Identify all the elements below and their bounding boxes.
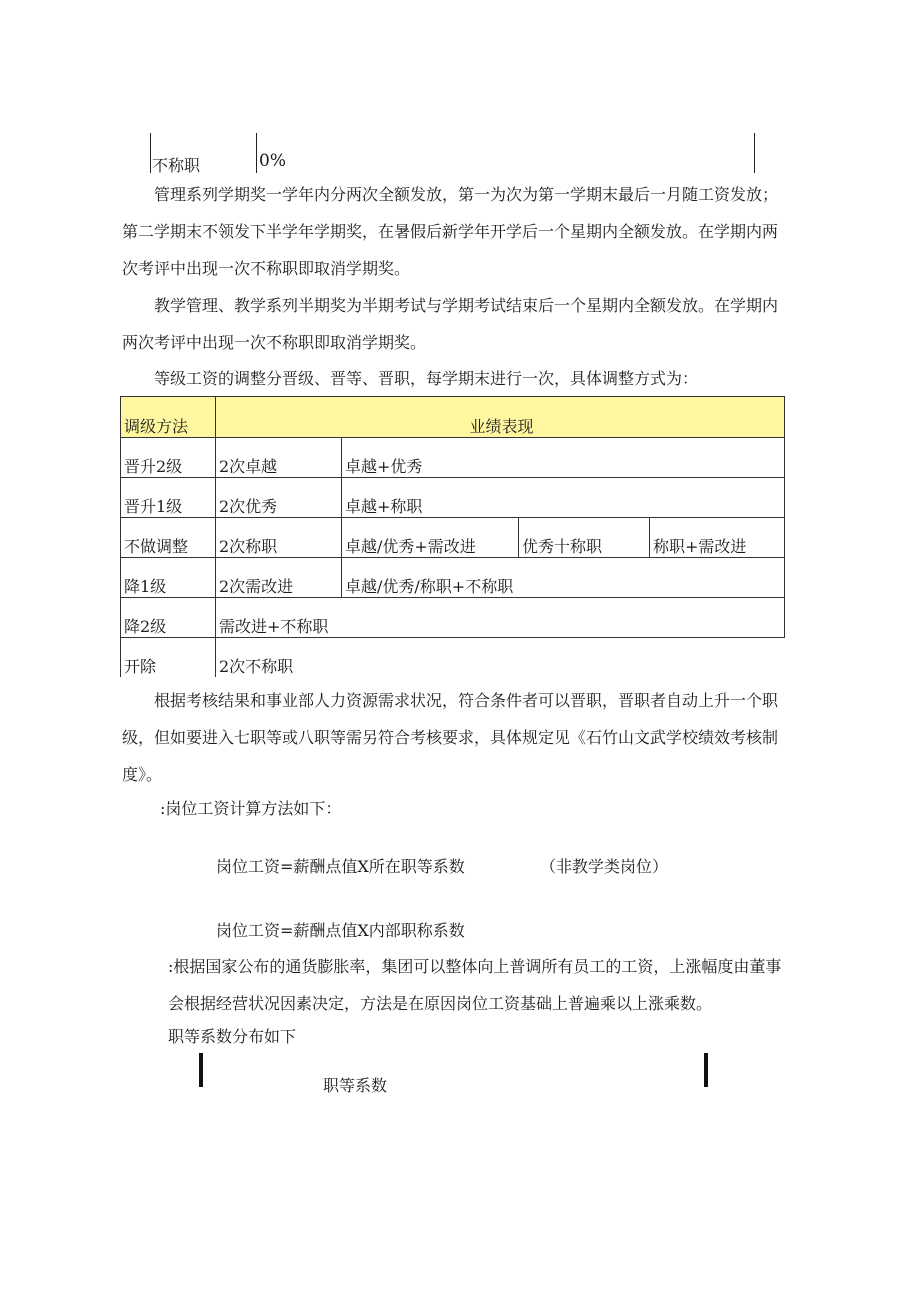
- post-salary-method-heading: :岗位工资计算方法如下：: [160, 799, 342, 818]
- header-method: 调级方法: [121, 397, 216, 438]
- row-combination: 卓越/优秀/称职+不称职: [342, 558, 785, 598]
- row-method: 不做调整: [121, 518, 216, 558]
- table-row: [121, 438, 785, 478]
- promotion-paragraph: 根据考核结果和事业部人力资源需求状况，符合条件者可以晋职，晋职者自动上升一个职级，但如要进入七职等或八职等需另符合考核要求，具体规定见《石竹山文武学校绩效考核制度》。: [122, 691, 779, 784]
- row-condition: 2次需改进: [216, 558, 342, 598]
- row-method: 降1级: [121, 558, 216, 598]
- formula-non-teaching-note: （非教学类岗位）: [540, 857, 669, 876]
- formula-non-teaching: 岗位工资=薪酬点值X所在职等系数: [216, 857, 465, 876]
- header-performance: 业绩表现: [216, 397, 785, 438]
- coef-table-header: 职等系数: [323, 1076, 388, 1095]
- row-condition: 2次优秀: [216, 478, 342, 518]
- fragment-right-border: [754, 133, 755, 173]
- fragment-divider: [256, 133, 257, 173]
- table-row: [121, 598, 785, 638]
- fragment-left-border: [150, 133, 151, 173]
- table-row: [121, 558, 785, 598]
- row-method: 降2级: [121, 598, 216, 638]
- grade-adjustment-table: [120, 396, 785, 677]
- coefficient-heading: 职等系数分布如下: [168, 1027, 297, 1046]
- row-method: 晋升1级: [121, 478, 216, 518]
- row-condition: 2次卓越: [216, 438, 342, 478]
- table-row: [121, 518, 785, 558]
- coef-table-left-border: [199, 1053, 203, 1087]
- row-combination: 卓越/优秀+需改进: [342, 518, 519, 558]
- row-method: 开除: [121, 638, 216, 678]
- half-term-bonus-paragraph: 教学管理、教学系列半期奖为半期考试与学期考试结束后一个星期内全额发放。在学期内两次考评中出现一次不称职即取消学期奖。: [122, 296, 779, 352]
- row-condition: 需改进+不称职: [216, 598, 785, 638]
- row-condition: 2次称职: [216, 518, 342, 558]
- row-condition: 2次不称职: [216, 638, 785, 678]
- coef-table-right-border: [704, 1053, 708, 1087]
- formula-teaching: 岗位工资=薪酬点值X内部职称系数: [216, 921, 465, 940]
- rating-percent: 0%: [259, 151, 286, 171]
- row-combination: 卓越+称职: [342, 478, 785, 518]
- row-method: 晋升2级: [121, 438, 216, 478]
- table-row: [121, 478, 785, 518]
- table-row: [121, 638, 785, 678]
- grade-adjust-intro: 等级工资的调整分晋级、晋等、晋职，每学期末进行一次，具体调整方式为：: [154, 369, 699, 388]
- table-header-row: [121, 397, 785, 438]
- row-combination: 称职+需改进: [650, 518, 785, 558]
- inflation-paragraph: :根据国家公布的通货膨胀率，集团可以整体向上普调所有员工的工资，上涨幅度由董事会根据经营状况因素决定，方法是在原因岗位工资基础上普遍乘以上涨乘数。: [168, 957, 782, 1013]
- row-combination: 卓越+优秀: [342, 438, 785, 478]
- row-combination: 优秀十称职: [519, 518, 650, 558]
- semester-bonus-paragraph: 管理系列学期奖一学年内分两次全额发放，第一为次为第一学期末最后一月随工资发放；第二学期末不领发下半学年学期奖，在暑假后新学年开学后一个星期内全额发放。在学期内两次考评中出现一次不称职即取消学期奖。: [122, 185, 779, 278]
- rating-label: 不称职: [152, 156, 201, 175]
